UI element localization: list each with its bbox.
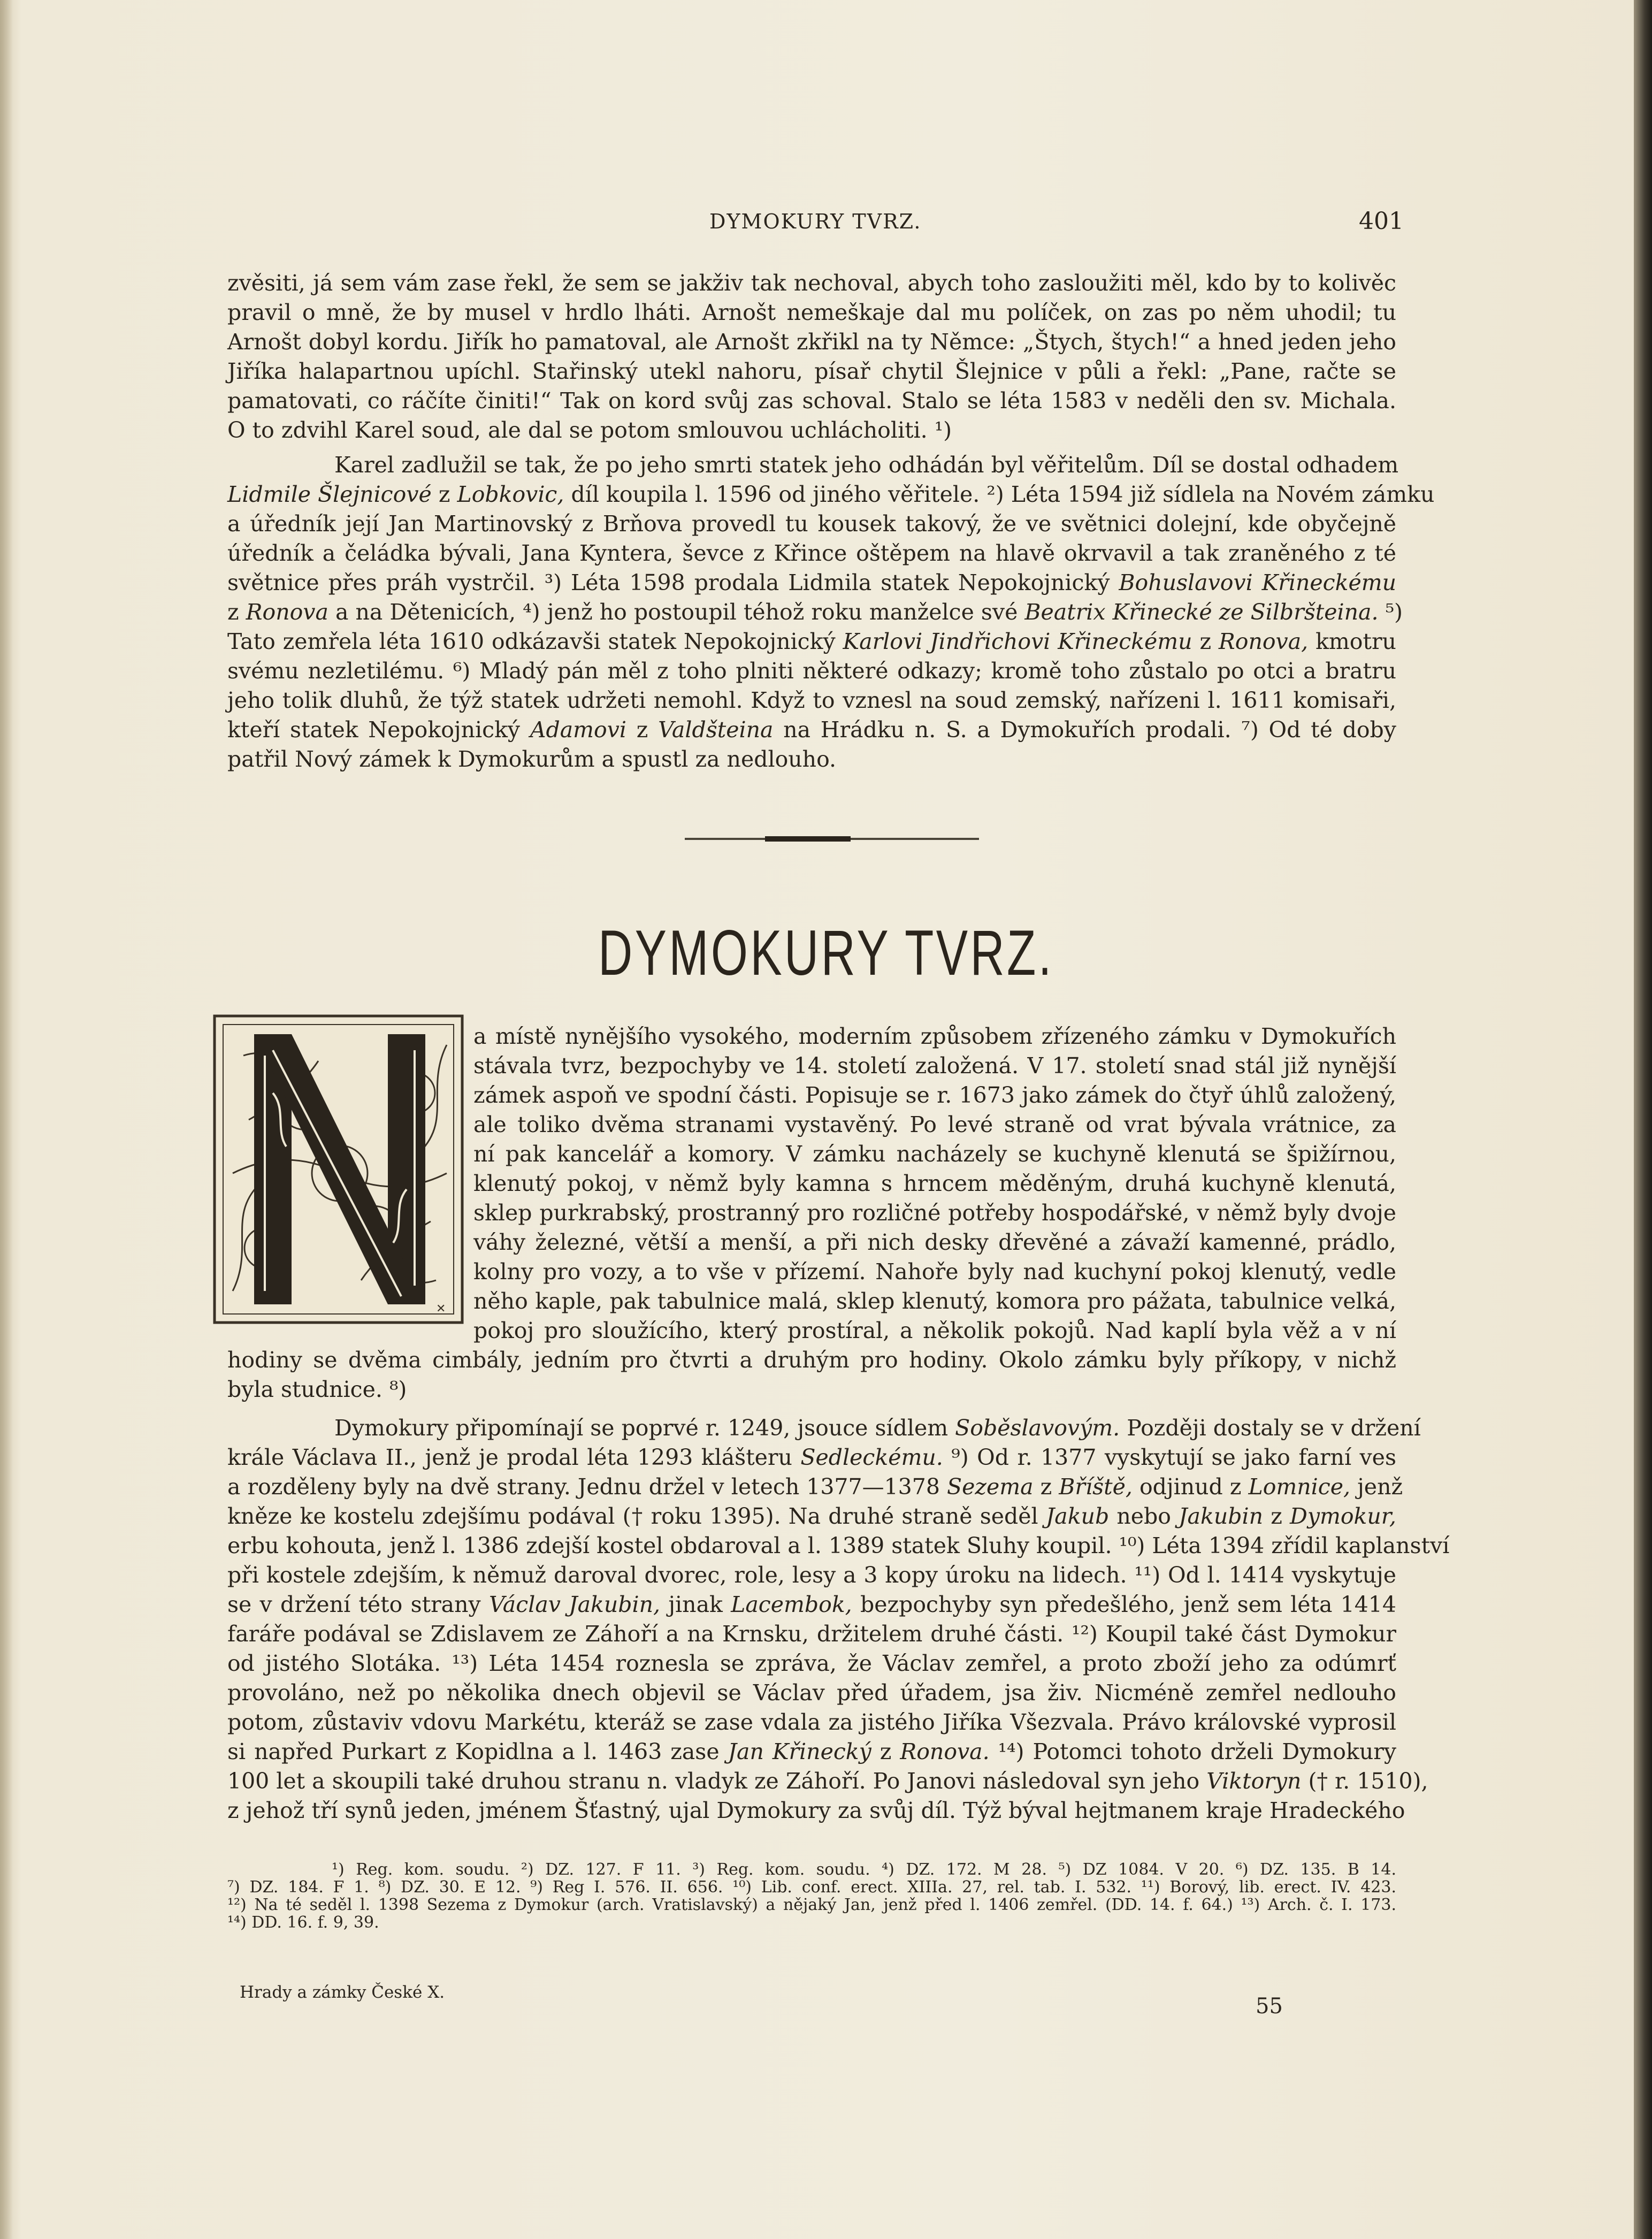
text-line: erbu kohouta, jenž l. 1386 zdejší kostel obdaroval a l. 1389 statek Sluhy koupil. ¹⁰) Léta 1394 zřídil kaplanství bbox=[227, 1533, 1450, 1558]
text-line: faráře podával se Zdislavem ze Záhoří a na Krnsku, držitelem druhé části. ¹²) Koupil také část Dymokur bbox=[227, 1621, 1396, 1647]
text-line: a místě nynějšího vysokého, moderním způsobem zřízeného zámku v Dymokuřích bbox=[473, 1023, 1396, 1049]
person-name: Bohuslavovi Křineckému bbox=[1119, 570, 1396, 595]
text-line: váhy železné, větší a menší, a při nich desky dřevěné a závaží kamenné, prádlo, bbox=[473, 1229, 1396, 1255]
text-line: se v držení této strany Václav Jakubin, jinak Lacembok, bezpochyby syn předešlého, jenž sem léta 1414 bbox=[227, 1592, 1396, 1617]
text-line: sklep purkrabský, prostranný pro rozličné potřeby hospodářské, v němž byly dvoje bbox=[473, 1200, 1396, 1226]
text-line: od jistého Slotáka. ¹³) Léta 1454 roznesla se zpráva, že Václav zemřel, a proto zboží jeho za odúmrť bbox=[227, 1650, 1396, 1676]
person-name: Adamovi bbox=[530, 717, 626, 743]
text-line: a úředník její Jan Martinovský z Brňova provedl tu kousek takový, že ve světnici dolejní, kde obyčejně bbox=[227, 511, 1396, 537]
text-line: při kostele zdejším, k němuž daroval dvorec, role, lesy a 3 kopy úroku na lidech. ¹¹) Od l. 1414 vyskytuje bbox=[227, 1562, 1396, 1588]
footnote-line: ¹²) Na té seděl l. 1398 Sezema z Dymokur (arch. Vratislavský) a nějaký Jan, jenž před l. 1406 zemřel. (DD. 14. f. 64.) ¹³) Arch. č. I. 173. bbox=[227, 1896, 1396, 1914]
text-line: krále Václava II., jenž je prodal léta 1293 klášteru Sedleckému. ⁹) Od r. 1377 vyskytují se jako farní ves bbox=[227, 1445, 1396, 1470]
page-number: 401 bbox=[1359, 208, 1404, 235]
text-line: kněze ke kostelu zdejšímu podával († roku 1395). Na druhé straně seděl Jakub nebo Jakubin z Dymokur, bbox=[227, 1503, 1396, 1529]
decorated-initial bbox=[211, 1013, 465, 1326]
text-line: kolny pro vozy, a to vše v přízemí. Nahoře byly nad kuchyní pokoj klenutý, vedle bbox=[473, 1259, 1396, 1285]
text-line: patřil Nový zámek k Dymokurům a spustl za nedlouho. bbox=[227, 746, 837, 772]
text-line: z jehož tří synů jeden, jménem Šťastný, ujal Dymokury za svůj díl. Týž býval hejtmanem kraje Hradeckého bbox=[227, 1798, 1405, 1823]
text-line: jeho tolik dluhů, že týž statek udržeti nemohl. Když to vznesl na soud zemský, nařízeni l. 1611 komisaři, bbox=[227, 687, 1396, 713]
text-line: něho kaple, pak tabulnice malá, sklep klenutý, komora pro pážata, tabulnice velká, bbox=[473, 1288, 1396, 1314]
page-edge bbox=[1634, 0, 1652, 2239]
text-line: kteří statek Nepokojnický Adamovi z Valdšteina na Hrádku n. S. a Dymokuřích prodali. ⁷) Od té doby bbox=[227, 717, 1396, 743]
text-line: svému nezletilému. ⁶) Mladý pán měl z toho plniti některé odkazy; kromě toho zůstalo po otci a bratru bbox=[227, 658, 1396, 684]
text-line: z Ronova a na Dětenicích, ⁴) jenž ho postoupil téhož roku manželce své Beatrix Křinecké ze Silbršteina. ⁵) bbox=[227, 599, 1403, 625]
text-line: úředník a čeládka bývali, Jana Kyntera, ševce z Křince oštěpem na hlavě okrvavil a tak zraněného z té bbox=[227, 540, 1396, 566]
text-line: Tato zemřela léta 1610 odkázavši statek Nepokojnický Karlovi Jindřichovi Křineckému z Ronova, kmotru bbox=[227, 629, 1396, 654]
text-line: byla studnice. ⁸) bbox=[227, 1377, 407, 1402]
text-line: a rozděleny byly na dvě strany. Jednu držel v letech 1377—1378 Sezema z Bříště, odjinud z Lomnice, jenž bbox=[227, 1474, 1403, 1500]
text-line: světnice přes práh vystrčil. ³) Léta 1598 prodala Lidmila statek Nepokojnický Bohuslavovi Křineckému bbox=[227, 570, 1396, 595]
text-line: 100 let a skoupili také druhou stranu n. vladyk ze Záhoří. Po Janovi následoval syn jeho Viktoryn († r. 1510), bbox=[227, 1768, 1428, 1794]
chapter-title: DYMOKURY TVRZ. bbox=[598, 917, 1054, 989]
signature-number: 55 bbox=[1256, 1994, 1283, 2019]
section-divider-center bbox=[765, 836, 851, 842]
footnote-line: ⁷) DZ. 184. F 1. ⁸) DZ. 30. E 12. ⁹) Reg I. 576. II. 656. ¹⁰) Lib. conf. erect. XIIIa. 27, rel. tab. I. 532. ¹¹) Borový, lib. erect. IV. 423. bbox=[227, 1878, 1396, 1897]
text-line: pamatovati, co ráčíte činiti!“ Tak on kord svůj zas schoval. Stalo se léta 1583 v neděli den sv. Michala. bbox=[227, 388, 1396, 414]
running-head: DYMOKURY TVRZ. bbox=[709, 210, 922, 233]
text-line: ale toliko dvěma stranami vystavěný. Po levé straně od vrat bývala vrátnice, za bbox=[473, 1112, 1396, 1137]
person-name: Beatrix Křinecké ze Silbršteina. bbox=[1024, 599, 1379, 625]
person-name: Karlovi Jindřichovi Křineckému bbox=[843, 629, 1192, 654]
text-line: hodiny se dvěma cimbály, jedním pro čtvrti a druhým pro hodiny. Okolo zámku byly příkopy, v nichž bbox=[227, 1347, 1396, 1373]
text-line: Karel zadlužil se tak, že po jeho smrti statek jeho odhádán byl věřitelům. Díl se dostal odhadem bbox=[334, 452, 1399, 478]
text-line: klenutý pokoj, v němž byly kamna s hrncem měděným, druhá kuchyně klenutá, bbox=[473, 1171, 1396, 1196]
text-line: Dymokury připomínají se poprvé r. 1249, jsouce sídlem Soběslavovým. Později dostaly se v držení bbox=[334, 1415, 1421, 1441]
footnote-line: ¹) Reg. kom. soudu. ²) DZ. 127. F 11. ³) Reg. kom. soudu. ⁴) DZ. 172. M 28. ⁵) DZ 1084. V 20. ⁶) DZ. 135. B 14. bbox=[332, 1860, 1396, 1879]
engraver-mark: ✕ bbox=[436, 1302, 446, 1315]
text-line: Lidmile Šlejnicové z Lobkovic, díl koupila l. 1596 od jiného věřitele. ²) Léta 1594 již sídlela na Novém zámku bbox=[227, 482, 1435, 507]
text-line: pokoj pro sloužícího, který prostíral, a několik pokojů. Nad kaplí byla věž a v ní bbox=[473, 1318, 1396, 1343]
text-line: stávala tvrz, bezpochyby ve 14. století založená. V 17. století snad stál již nynější bbox=[473, 1053, 1396, 1079]
text-line: O to zdvihl Karel soud, ale dal se potom smlouvou uchlácholiti. ¹) bbox=[227, 417, 952, 443]
text-line: pravil o mně, že by musel v hrdlo lháti. Arnošt nemeškaje dal mu políček, on zas po něm uhodil; tu bbox=[227, 300, 1396, 325]
text-line: zvěsiti, já sem vám zase řekl, že sem se jakživ tak nechoval, abych toho zasloužiti měl, kdo by to kolivěc bbox=[227, 270, 1396, 296]
text-line: Jiříka halapartnou upíchl. Stařinský utekl nahoru, písař chytil Šlejnice v půli a řekl: „Pane, račte se bbox=[227, 358, 1396, 384]
text-line: zámek aspoň ve spodní části. Popisuje se r. 1673 jako zámek do čtyř úhlů založený, bbox=[473, 1082, 1396, 1108]
person-name: Lidmile Šlejnicové bbox=[227, 482, 432, 507]
text-line: potom, zůstaviv vdovu Markétu, kteráž se zase vdala za jistého Jiříka Všezvala. Právo královské vyprosil bbox=[227, 1709, 1396, 1735]
person-name: Lobkovic, bbox=[457, 482, 564, 507]
text-line: Arnošt dobyl kordu. Jiřík ho pamatoval, ale Arnošt zkřikl na ty Němce: „Štych, štych!“ a hned jeden jeho bbox=[227, 329, 1396, 355]
gutter-shadow bbox=[0, 0, 13, 2239]
text-line: provoláno, než po několika dnech objevil se Václav před úřadem, jsa živ. Nicméně zemřel nedlouho bbox=[227, 1680, 1396, 1706]
ornament-initial-icon bbox=[211, 1013, 465, 1326]
person-name: Ronova, bbox=[1218, 629, 1309, 654]
text-line: ní pak kancelář a komory. V zámku nacházely se kuchyně klenutá se špižírnou, bbox=[473, 1141, 1396, 1167]
book-title: Hrady a zámky České X. bbox=[240, 1983, 445, 2002]
person-name: Ronova bbox=[246, 599, 328, 625]
footnote-line: ¹⁴) DD. 16. f. 9, 39. bbox=[227, 1913, 379, 1932]
person-name: Valdšteina bbox=[658, 717, 774, 743]
text-line: si napřed Purkart z Kopidlna a l. 1463 zase Jan Křinecký z Ronova. ¹⁴) Potomci tohoto drželi Dymokury bbox=[227, 1739, 1396, 1764]
